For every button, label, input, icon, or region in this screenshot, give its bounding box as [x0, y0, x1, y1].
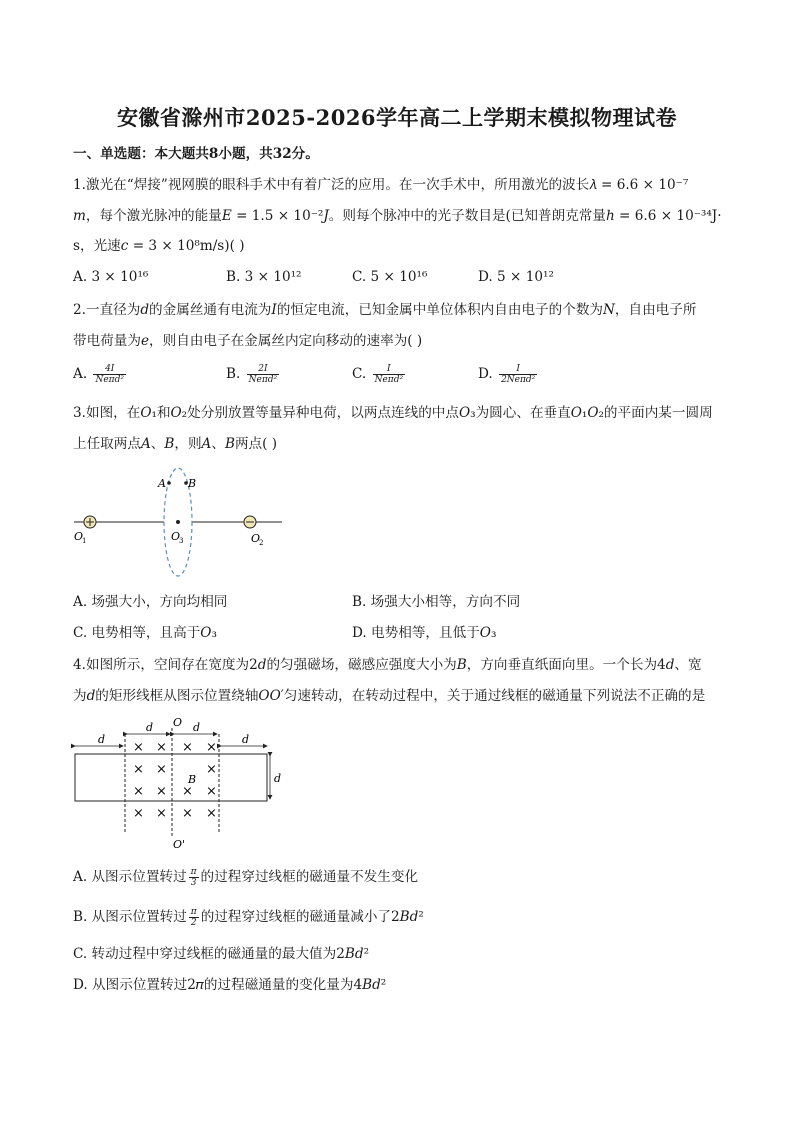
label-o2: O	[251, 532, 261, 545]
q3-line-2: 上任取两点𝐴、𝐵，则𝐴、𝐵两点( )	[73, 436, 278, 452]
q2-option-a-fraction	[93, 364, 126, 385]
q4-option-b-fraction	[189, 907, 199, 928]
q1-line-2: 𝑚，每个激光脉冲的能量𝐸 = 1.5 × 10⁻²𝐽。则每个脉冲中的光子数目是(已知普朗克常量ℎ = 6.6 × 10⁻³⁴J·	[73, 208, 722, 224]
q2-option-c-label: C.	[352, 366, 367, 382]
q2-option-b-label: B.	[226, 366, 241, 382]
field-cross-icon: ×	[156, 806, 167, 821]
q4-option-a-fraction	[189, 867, 199, 888]
field-cross-icon: ×	[133, 806, 144, 821]
point-a	[167, 481, 171, 485]
field-cross-icon: ×	[206, 740, 217, 755]
fraction-denominator: Neπd²	[248, 375, 278, 385]
q2-option-a-label: A.	[73, 366, 88, 382]
field-cross-icon: ×	[133, 740, 144, 755]
q1-option-d[interactable]: D. 5 × 10¹²	[478, 269, 554, 285]
q1-option-b[interactable]: B. 3 × 10¹²	[226, 269, 302, 285]
label-o3-sub: 3	[179, 537, 184, 545]
q1-line-3: s，光速𝑐 = 3 × 10⁸m/s)( )	[73, 238, 245, 254]
q2-option-b[interactable]	[226, 364, 281, 385]
q3-option-d[interactable]: D. 电势相等，且低于𝑂₃	[352, 625, 497, 641]
label-d-1: d	[98, 733, 106, 746]
coil-frame	[75, 754, 267, 801]
q2-line-2: 带电荷量为𝑒，则自由电子在金属丝内定向移动的速率为( )	[73, 333, 423, 349]
field-cross-icon: ×	[206, 762, 217, 777]
q3-charge-figure	[70, 462, 290, 582]
field-cross-icon: ×	[182, 806, 193, 821]
q4-magnetic-field-figure	[70, 714, 290, 850]
q2-option-c-fraction	[373, 364, 406, 385]
page-title: 安徽省滁州市2025-2026学年高二上学期末模拟物理试卷	[116, 105, 678, 130]
q2-option-d-label: D.	[478, 366, 493, 382]
fraction-denominator: 2	[190, 918, 197, 928]
label-o3: O	[171, 530, 181, 543]
q4-option-b-pre: B. 从图示位置转过	[73, 909, 187, 925]
q4-option-a-pre: A. 从图示位置转过	[73, 869, 187, 885]
label-d-4: d	[242, 733, 250, 746]
fraction-numerator: 2I	[247, 364, 280, 375]
field-cross-icon: ×	[156, 784, 167, 799]
label-o: O	[173, 716, 183, 729]
q4-option-a-post: 的过程穿过线框的磁通量不发生变化	[200, 869, 419, 885]
fraction-numerator: I	[373, 364, 406, 375]
q4-option-d[interactable]: D. 从图示位置转过2𝜋的过程磁通量的变化量为4𝐵𝑑²	[73, 977, 387, 993]
fraction-numerator: I	[499, 364, 537, 375]
q4-option-b-post: 的过程穿过线框的磁通量减小了2𝐵𝑑²	[200, 909, 424, 925]
label-d-2: d	[146, 721, 154, 734]
field-cross-icon: ×	[133, 762, 144, 777]
q2-line-1: 2.一直径为𝑑的金属丝通有电流为𝐼的恒定电流，已知金属中单位体积内自由电子的个数为𝑁，自由电子所	[73, 302, 697, 318]
q4-line-2: 为𝑑的矩形线框从图示位置绕轴𝑂𝑂′匀速转动，在转动过程中，关于通过线框的磁通量下列说法不正确的是	[73, 688, 706, 704]
label-o2-sub: 2	[259, 539, 264, 547]
label-d-3: d	[193, 721, 201, 734]
field-cross-icon: ×	[182, 740, 193, 755]
q2-option-b-fraction	[247, 364, 280, 385]
q3-line-1: 3.如图，在𝑂₁和𝑂₂处分别放置等量异种电荷，以两点连线的中点𝑂₃为圆心、在垂直𝑂₁𝑂₂的平面内某一圆周	[73, 405, 713, 421]
q2-option-a[interactable]	[73, 364, 128, 385]
label-d-height: d	[274, 772, 282, 785]
q3-option-a[interactable]: A. 场强大小，方向均相同	[73, 594, 228, 610]
label-b-field: B	[188, 773, 197, 786]
field-cross-icon: ×	[156, 762, 167, 777]
point-o3	[176, 520, 180, 524]
section-heading: 一、单选题：本大题共8小题，共32分。	[73, 146, 319, 162]
fraction-numerator: π	[190, 867, 197, 877]
label-o1-sub: 1	[82, 537, 87, 545]
q1-option-a[interactable]: A. 3 × 10¹⁶	[73, 269, 149, 285]
q1-line-1: 1.激光在“焊接”视网膜的眼科手术中有着广泛的应用。在一次手术中，所用激光的波长𝜆 = 6.6 × 10⁻⁷	[73, 177, 689, 193]
q4-option-b[interactable]	[73, 907, 424, 928]
field-cross-icon: ×	[133, 784, 144, 799]
q4-option-c[interactable]: C. 转动过程中穿过线框的磁通量的最大值为2𝐵𝑑²	[73, 946, 370, 962]
q1-option-c[interactable]: C. 5 × 10¹⁶	[352, 269, 428, 285]
field-cross-icon: ×	[206, 784, 217, 799]
q4-line-1: 4.如图所示，空间存在宽度为2𝑑的匀强磁场，磁感应强度大小为𝐵，方向垂直纸面向里。一个长为4𝑑、宽	[73, 657, 702, 673]
fraction-denominator: Neπd²	[374, 375, 404, 385]
label-o-prime: O'	[173, 838, 186, 850]
fraction-numerator: π	[190, 907, 197, 917]
q2-option-c[interactable]	[352, 364, 407, 385]
q2-option-d[interactable]	[478, 364, 539, 385]
label-b: B	[188, 477, 197, 490]
field-cross-icon: ×	[206, 806, 217, 821]
fraction-numerator: 4I	[93, 364, 126, 375]
fraction-denominator: 2Neπd²	[501, 375, 536, 385]
q4-option-a[interactable]	[73, 867, 418, 888]
fraction-denominator: Neπd²	[95, 375, 124, 385]
field-crosses	[133, 740, 217, 821]
label-a: A	[158, 477, 166, 490]
fraction-denominator: 3	[190, 878, 197, 888]
q3-option-b[interactable]: B. 场强大小相等，方向不同	[352, 594, 521, 610]
q2-option-d-fraction	[499, 364, 537, 385]
label-o1: O	[74, 530, 84, 543]
field-cross-icon: ×	[182, 784, 193, 799]
q3-option-c[interactable]: C. 电势相等，且高于𝑂₃	[73, 625, 217, 641]
field-cross-icon: ×	[156, 740, 167, 755]
